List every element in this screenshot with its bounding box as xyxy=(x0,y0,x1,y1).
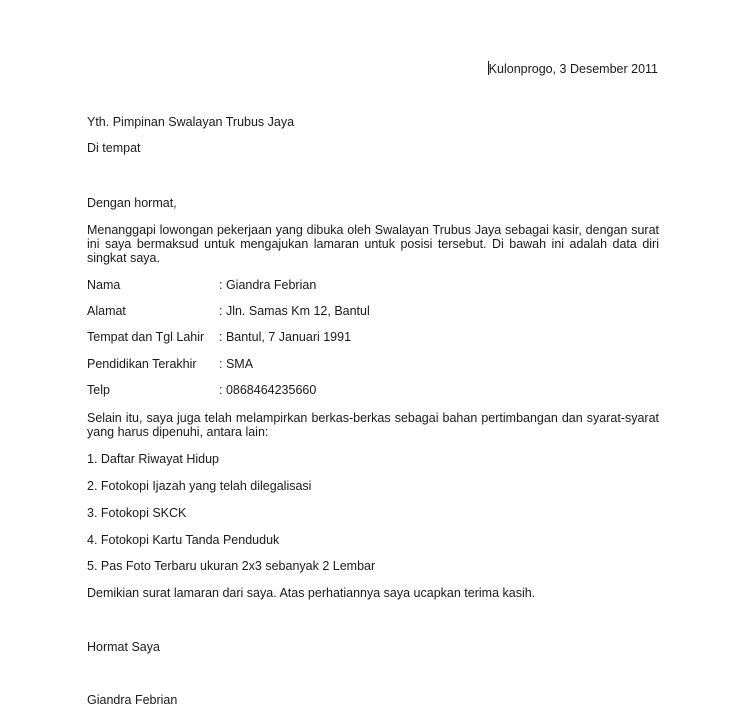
field-label: Telp xyxy=(87,383,110,397)
recipient-place: Di tempat xyxy=(87,141,141,155)
field-value: : SMA xyxy=(219,357,254,371)
recipient: Yth. Pimpinan Swalayan Trubus Jaya xyxy=(87,115,295,129)
closing-paragraph: Demikian surat lamaran dari saya. Atas perhatiannya saya ucapkan terima kasih. xyxy=(87,586,536,600)
attachment-item: 1. Daftar Riwayat Hidup xyxy=(87,452,220,466)
regards: Hormat Saya xyxy=(87,640,160,654)
letter-date xyxy=(488,61,658,77)
attachments-intro: Selain itu, saya juga telah melampirkan berkas-berkas sebagai bahan pertimbangan dan syarat-syarat yang harus dipenuhi, antara lain: xyxy=(87,411,659,439)
salutation: Dengan hormat, xyxy=(87,196,177,210)
signature-name: Giandra Febrian xyxy=(87,693,178,707)
intro-paragraph: Menanggapi lowongan pekerjaan yang dibuka oleh Swalayan Trubus Jaya sebagai kasir, dengan surat ini saya bermaksud untuk mengajukan lamaran untuk posisi tersebut. Di bawah ini adalah data diri singkat saya. xyxy=(87,223,659,265)
letter-date-text: Kulonprogo, 3 Desember 2011 xyxy=(488,62,658,76)
attachment-item: 4. Fotokopi Kartu Tanda Penduduk xyxy=(87,533,280,547)
attachment-item: 3. Fotokopi SKCK xyxy=(87,506,187,520)
field-label: Pendidikan Terakhir xyxy=(87,357,197,371)
field-value: : Jln. Samas Km 12, Bantul xyxy=(219,304,370,318)
field-label: Tempat dan Tgl Lahir xyxy=(87,330,205,344)
field-label: Nama xyxy=(87,278,121,292)
attachment-item: 5. Pas Foto Terbaru ukuran 2x3 sebanyak 2 Lembar xyxy=(87,559,376,573)
field-value: : 0868464235660 xyxy=(219,383,317,397)
field-value: : Giandra Febrian xyxy=(219,278,317,292)
field-label: Alamat xyxy=(87,304,126,318)
attachment-item: 2. Fotokopi Ijazah yang telah dilegalisasi xyxy=(87,479,312,493)
field-value: : Bantul, 7 Januari 1991 xyxy=(219,330,352,344)
